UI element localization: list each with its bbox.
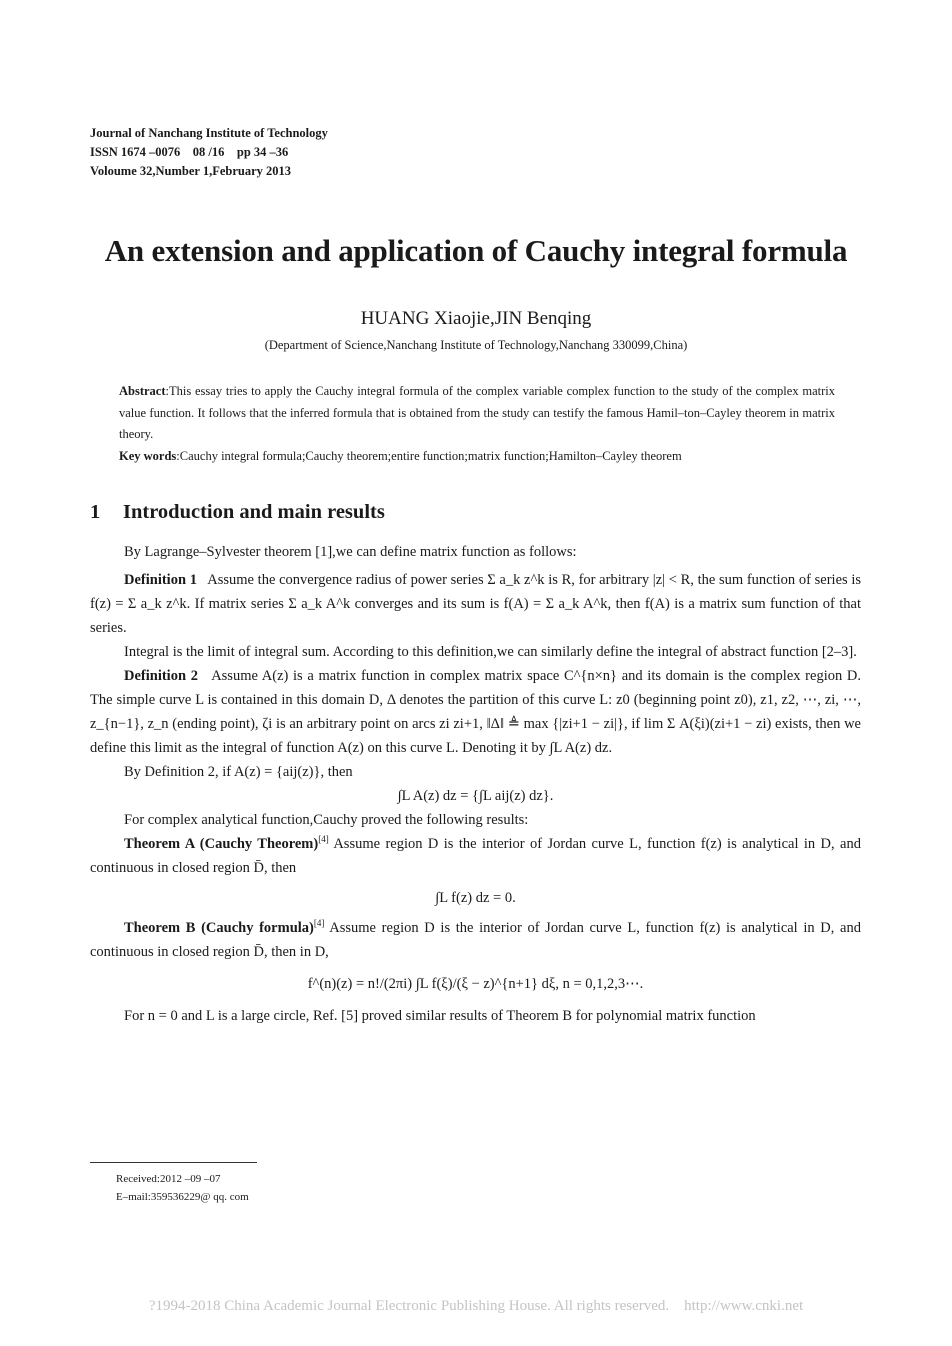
keywords-text: :Cauchy integral formula;Cauchy theorem;entire function;matrix function;Hamilton–Cayley theorem [176,448,682,463]
theorem-a-text: Assume region D is the interior of Jordan curve L, function f(z) is analytical in D, and continuous in closed region D̄, then [90,836,861,876]
theorem-b-label: Theorem B (Cauchy formula) [124,920,314,936]
paragraph-lagrange: By Lagrange–Sylvester theorem [1],we can define matrix function as follows: [124,544,577,560]
section-title: Introduction and main results [123,501,385,523]
abstract-paragraph [119,381,835,446]
journal-issn: ISSN 1674 –0076 08 /16 pp 34 –36 [90,145,289,159]
paragraph-by-definition: By Definition 2, if A(z) = {aij(z)}, then [124,764,353,780]
equation-2: ∫L f(z) dz = 0. [435,890,516,906]
footnote-received: Received:2012 –09 –07 [116,1173,221,1185]
body-text [90,540,861,1028]
keywords-label: Key words [119,448,177,463]
journal-volume: Voloume 32,Number 1,February 2013 [90,164,292,178]
definition-2 [90,664,861,760]
theorem-a-ref: [4] [318,834,329,845]
footnote-rule [90,1162,257,1163]
section-heading [90,501,385,524]
keywords-paragraph [119,446,835,468]
paragraph-integral: Integral is the limit of integral sum. According to this definition,we can similarly define the integral of abstract function [2–3]. [124,644,857,660]
theorem-a-label: Theorem A (Cauchy Theorem) [124,836,319,852]
abstract-text: :This essay tries to apply the Cauchy integral formula of the complex variable complex function to the study of the complex matrix value function. It follows that the inferred formula that is obtained from the study can testify the famous Hamil–ton–Cayley theorem in matrix theory. [119,384,835,441]
journal-header [90,124,328,181]
definition-1 [90,568,861,640]
section-number: 1 [90,501,101,523]
paragraph-cauchy-results: For complex analytical function,Cauchy proved the following results: [124,812,529,828]
definition-1-label: Definition 1 [124,572,197,588]
abstract-label: Abstract [119,384,166,398]
equation-3: f^(n)(z) = n!/(2πi) ∫L f(ξ)/(ξ − z)^{n+1} dξ, n = 0,1,2,3⋯. [307,976,644,992]
definition-2-label: Definition 2 [124,668,198,684]
paper-authors: HUANG Xiaojie,JIN Benqing [360,308,592,329]
paper-title: An extension and application of Cauchy integral formula [104,233,848,268]
footnote [116,1170,249,1206]
journal-name: Journal of Nanchang Institute of Technology [90,126,328,140]
definition-2-text: Assume A(z) is a matrix function in complex matrix space C^{n×n} and its domain is the complex region D. The simple curve L is contained in this domain D, Δ denotes the partition of this curve L: z0 (beginning point z0), z1, z2, ⋯, zi, ⋯, z_{n−1}, z_n (ending point), ζi is an arbitrary point on arcs zi zi+1, ‖Δ‖ ≜ max {|zi+1 − zi|}, if lim Σ A(ξi)(zi+1 − zi) exists, then we define this limit as the integral of function A(z) on this curve L. Denoting it by ∫L A(z) dz. [90,668,861,756]
theorem-b [90,916,861,964]
copyright-watermark: ?1994-2018 China Academic Journal Electronic Publishing House. All rights reserved. http://www.cnki.net [148,1298,804,1314]
paper-affiliation: (Department of Science,Nanchang Institute of Technology,Nanchang 330099,China) [264,338,688,352]
equation-1: ∫L A(z) dz = {∫L aij(z) dz}. [397,788,554,804]
paragraph-ref5: For n = 0 and L is a large circle, Ref. [5] proved similar results of Theorem B for polynomial matrix function [124,1008,756,1024]
theorem-a [90,832,861,880]
theorem-b-ref: [4] [313,918,325,929]
abstract-block [119,381,835,467]
footnote-email: E–mail:359536229@ qq. com [116,1191,249,1203]
theorem-b-text: Assume region D is the interior of Jordan curve L, function f(z) is analytical in D, and continuous in closed region D̄, then in D, [90,920,861,960]
definition-1-text: Assume the convergence radius of power series Σ a_k z^k is R, for arbitrary |z| < R, the sum function of series is f(z) = Σ a_k z^k. If matrix series Σ a_k A^k converges and its sum is f(A) = Σ a_k A^k, then f(A) is a matrix sum function of that series. [90,572,862,636]
